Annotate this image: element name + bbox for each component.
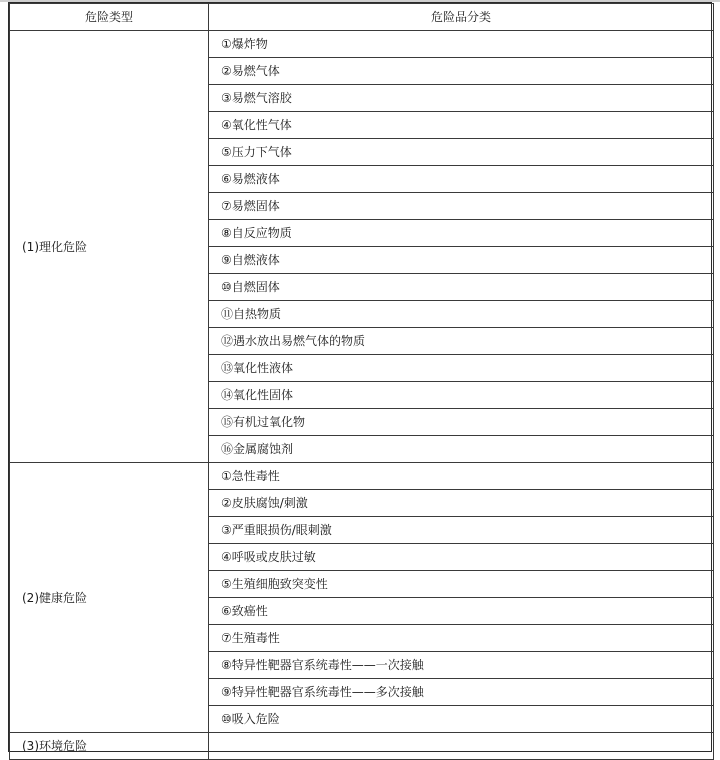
hazard-class-cell: ①爆炸物 bbox=[209, 31, 714, 58]
header-hazard-class: 危险品分类 bbox=[209, 4, 714, 31]
hazard-class-cell: ⑪自热物质 bbox=[209, 301, 714, 328]
table-header-row bbox=[10, 4, 714, 31]
hazard-class-cell: ⑥易燃液体 bbox=[209, 166, 714, 193]
hazard-class-cell: ⑩自燃固体 bbox=[209, 274, 714, 301]
hazard-class-cell: ⑧自反应物质 bbox=[209, 220, 714, 247]
hazard-class-cell: ⑦易燃固体 bbox=[209, 193, 714, 220]
hazard-classification-sheet bbox=[8, 2, 712, 752]
hazard-class-cell: ⑥致癌性 bbox=[209, 598, 714, 625]
hazard-class-cell bbox=[209, 733, 714, 760]
hazard-class-cell: ⑤压力下气体 bbox=[209, 139, 714, 166]
hazard-class-cell: ⑭氧化性固体 bbox=[209, 382, 714, 409]
hazard-class-cell: ①急性毒性 bbox=[209, 463, 714, 490]
hazard-type-cell: (1)理化危险 bbox=[10, 31, 209, 463]
hazard-class-cell: ⑩吸入危险 bbox=[209, 706, 714, 733]
hazard-type-cell: (3)环境危险 bbox=[10, 733, 209, 760]
hazard-class-cell: ⑤生殖细胞致突变性 bbox=[209, 571, 714, 598]
table-row bbox=[10, 31, 714, 58]
hazard-type-cell: (2)健康危险 bbox=[10, 463, 209, 733]
hazard-classification-table bbox=[9, 3, 714, 760]
hazard-class-cell: ②皮肤腐蚀/刺激 bbox=[209, 490, 714, 517]
hazard-class-cell: ③易燃气溶胶 bbox=[209, 85, 714, 112]
hazard-class-cell: ⑨自燃液体 bbox=[209, 247, 714, 274]
hazard-class-cell: ④呼吸或皮肤过敏 bbox=[209, 544, 714, 571]
hazard-class-cell: ④氧化性气体 bbox=[209, 112, 714, 139]
hazard-class-cell: ⑯金属腐蚀剂 bbox=[209, 436, 714, 463]
table-row bbox=[10, 463, 714, 490]
hazard-class-cell: ⑫遇水放出易燃气体的物质 bbox=[209, 328, 714, 355]
hazard-class-cell: ⑦生殖毒性 bbox=[209, 625, 714, 652]
hazard-class-cell: ②易燃气体 bbox=[209, 58, 714, 85]
hazard-class-cell: ⑮有机过氧化物 bbox=[209, 409, 714, 436]
hazard-class-cell: ③严重眼损伤/眼刺激 bbox=[209, 517, 714, 544]
hazard-class-cell: ⑬氧化性液体 bbox=[209, 355, 714, 382]
table-row bbox=[10, 733, 714, 760]
header-hazard-type: 危险类型 bbox=[10, 4, 209, 31]
table-body bbox=[10, 31, 714, 760]
hazard-class-cell: ⑨特异性靶器官系统毒性——多次接触 bbox=[209, 679, 714, 706]
hazard-class-cell: ⑧特异性靶器官系统毒性——一次接触 bbox=[209, 652, 714, 679]
